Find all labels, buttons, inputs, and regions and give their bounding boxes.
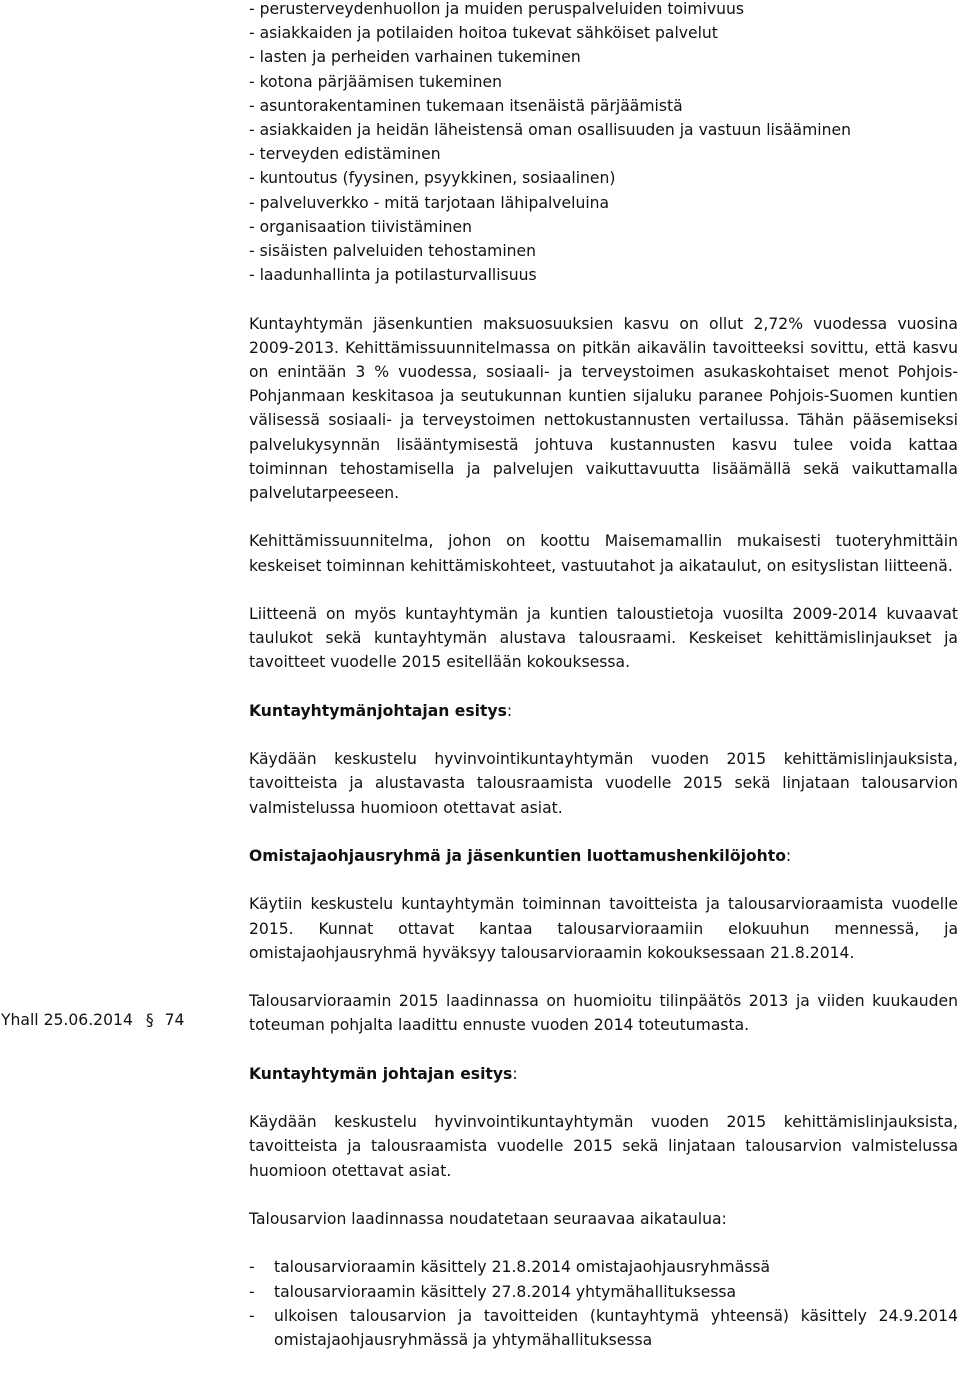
list-item: - kotona pärjäämisen tukeminen — [249, 72, 502, 91]
list-item: - perusterveydenhuollon ja muiden peruspalveluiden toimivuus — [249, 0, 745, 18]
list-item: - asiakkaiden ja potilaiden hoitoa tukevat sähköiset palvelut — [249, 24, 718, 43]
focus-area-list — [249, 0, 958, 287]
list-item: - asiakkaiden ja heidän läheistensä oman osallisuuden ja vastuun lisääminen — [249, 121, 851, 140]
list-item: - talousarvioraamin käsittely 27.8.2014 yhtymähallituksessa — [249, 1282, 737, 1301]
list-item: - ulkoisen talousarvion ja tavoitteiden (kuntayhtymä yhteensä) käsittely 24.9.2014 omistajaohjausryhmässä ja yhtymähallituksessa — [249, 1306, 958, 1349]
section-mark: § — [145, 1011, 154, 1029]
list-item: - lasten ja perheiden varhainen tukeminen — [249, 48, 581, 67]
discussion-paragraph: Käytiin keskustelu kuntayhtymän toiminnan tavoitteista ja talousarvioraamista vuodelle 2015. Kunnat ottavat kantaa talousarvioraamiin elokuuhun mennessä, ja omistajaohjausryhmä hyväksyy talousarvioraamin kokouksessaan 21.8.2014. — [249, 895, 958, 962]
section-heading: Kuntayhtymänjohtajan esitys: — [249, 701, 513, 720]
list-item: - palveluverkko - mitä tarjotaan lähipalveluina — [249, 193, 610, 212]
list-item: - talousarvioraamin käsittely 21.8.2014 omistajaohjausryhmässä — [249, 1258, 771, 1277]
development-plan-paragraph: Kehittämissuunnitelma, johon on koottu Maisemamallin mukaisesti tuoteryhmittäin keskeiset toiminnan kehittämiskohteet, vastuutahot ja aikataulut, on esityslistan liitteenä. — [249, 532, 958, 575]
section-number: 74 — [164, 1011, 185, 1029]
proposal-paragraph: Käydään keskustelu hyvinvointikuntayhtymän vuoden 2015 kehittämislinjauksista, tavoitteista ja alustavasta talousraamista vuodelle 2015 sekä linjataan talousarvion valmistelussa huomioon otettavat asiat. — [249, 750, 958, 817]
budget-basis-paragraph: Talousarvioraamin 2015 laadinnassa on huomioitu tilinpäätös 2013 ja viiden kuukauden toteuman pohjalta laadittu ennuste vuoden 2014 toteutumasta. — [249, 992, 958, 1035]
list-item: - terveyden edistäminen — [249, 145, 441, 164]
appendix-paragraph: Liitteenä on myös kuntayhtymän ja kuntien taloustietoja vuosilta 2009-2014 kuvaavat taulukot sekä kuntayhtymän alustava talousraami. Keskeiset kehittämislinjaukset ja tavoitteet vuodelle 2015 esitellään kokouksessa. — [249, 605, 958, 672]
section-heading: Omistajaohjausryhmä ja jäsenkuntien luottamushenkilöjohto: — [249, 847, 792, 866]
list-item: - kuntoutus (fyysinen, psyykkinen, sosiaalinen) — [249, 169, 616, 188]
meeting-date: Yhall 25.06.2014 — [1, 1011, 133, 1029]
schedule-list — [249, 1255, 958, 1352]
proposal-paragraph: Käydään keskustelu hyvinvointikuntayhtymän vuoden 2015 kehittämislinjauksista, tavoitteista ja talousraamista vuodelle 2015 sekä linjataan talousarvion valmistelussa huomioon otettavat asiat. — [249, 1113, 958, 1180]
list-item: - organisaation tiivistäminen — [249, 217, 473, 236]
list-item: - asuntorakentaminen tukemaan itsenäistä pärjäämistä — [249, 96, 683, 115]
section-heading: Kuntayhtymän johtajan esitys: — [249, 1064, 518, 1083]
document-body — [249, 0, 958, 1352]
schedule-intro: Talousarvion laadinnassa noudatetaan seuraavaa aikataulua: — [249, 1209, 727, 1228]
cost-growth-paragraph: Kuntayhtymän jäsenkuntien maksuosuuksien kasvu on ollut 2,72% vuodessa vuosina 2009-2013. Kehittämissuunnitelmassa on pitkän aikavälin tavoitteeksi sovittu, että kasvu on enintään 3 % vuodessa, sosiaali- ja terveystoimen asukaskohtaiset menot Pohjois-Pohjanmaan keskitasoa ja seutukunnan kuntien sijaluku paranee Pohjois-Suomen kuntien välisessä sosiaali- ja terveystoimen nettokustannusten vertailussa. Tähän pääsemiseksi palvelukysynnän lisääntymisestä johtuva kustannusten kasvu tulee voida kattaa toiminnan tehostamisella ja palvelujen vaikuttavuutta lisäämällä sekä vaikuttamalla palvelutarpeeseen. — [249, 314, 958, 503]
list-item: - sisäisten palveluiden tehostaminen — [249, 242, 537, 261]
list-item: - laadunhallinta ja potilasturvallisuus — [249, 266, 537, 285]
meeting-reference — [1, 1008, 184, 1032]
